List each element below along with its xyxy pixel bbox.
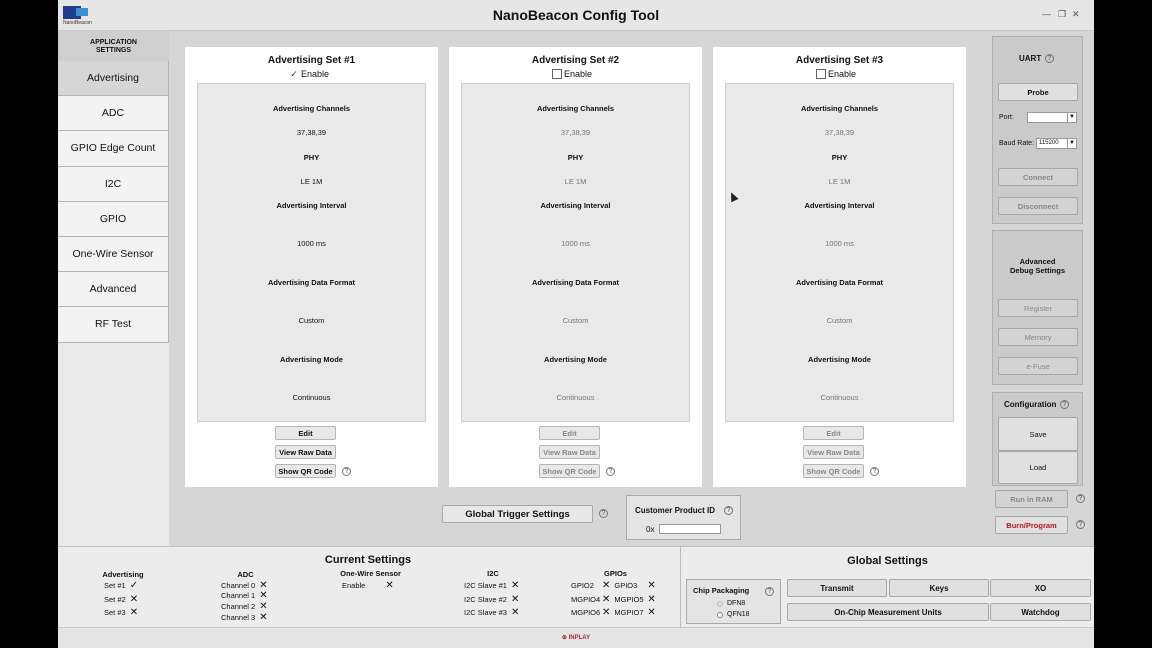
cross-icon: ✕ (647, 607, 656, 618)
help-icon[interactable]: ? (599, 509, 608, 518)
advertising-set-card (713, 47, 966, 487)
summary-label: Channel 1 (221, 591, 256, 600)
save-button[interactable]: Save (998, 417, 1078, 451)
view-raw-data-button[interactable]: View Raw Data (275, 445, 336, 459)
restore-icon[interactable]: ❐ (1058, 9, 1067, 19)
help-icon[interactable]: ? (1045, 54, 1054, 63)
field-value: 1000 ms (297, 239, 326, 248)
summary-label: Set #3 (104, 608, 126, 617)
field-label: Advertising Interval (540, 201, 611, 210)
cross-icon: ✕ (259, 590, 268, 601)
i2c-summary-header: I2C (487, 569, 499, 578)
advertising-set-card (185, 47, 438, 487)
sidebar-header-line2: SETTINGS (95, 47, 131, 54)
edit-button[interactable]: Edit (275, 426, 336, 440)
sidebar-item-gpio[interactable]: GPIO (58, 202, 169, 237)
enable-label: Enable (828, 69, 857, 79)
app-window (58, 0, 1094, 648)
help-icon[interactable]: ? (1076, 494, 1085, 503)
field-label: Advertising Mode (280, 355, 343, 364)
field-value: LE 1M (828, 177, 851, 186)
help-icon[interactable]: ? (765, 587, 774, 596)
connect-button[interactable]: Connect (998, 168, 1078, 186)
cross-icon: ✕ (129, 607, 139, 618)
field-label: Advertising Channels (800, 104, 879, 113)
uart-title: UART (1019, 54, 1042, 63)
bottom-panel (58, 546, 1094, 627)
show-qr-code-button[interactable]: Show QR Code (539, 464, 600, 478)
field-label: Advertising Channels (272, 104, 351, 113)
card-fields (197, 83, 426, 422)
xo-button[interactable]: XO (990, 579, 1091, 597)
sidebar-item-adc[interactable]: ADC (58, 96, 169, 131)
summary-label: GPIO2 (571, 581, 594, 590)
baud-rate-select[interactable] (1036, 138, 1077, 149)
cross-icon: ✕ (510, 594, 520, 605)
field-value: Custom (562, 316, 589, 325)
summary-row (571, 594, 656, 605)
e-fuse-button[interactable]: e-Fuse (998, 357, 1078, 375)
summary-row (221, 590, 268, 601)
checkbox-icon (552, 69, 562, 79)
cross-icon: ✕ (510, 580, 520, 591)
field-label: PHY (567, 153, 584, 162)
summary-row (342, 580, 394, 591)
footer (58, 627, 1094, 648)
advanced-debug-title-line2: Debug Settings (1009, 266, 1065, 275)
field-label: PHY (303, 153, 320, 162)
summary-label: Set #1 (104, 581, 126, 590)
summary-row (571, 580, 656, 591)
summary-row (464, 580, 519, 591)
field-label: Advertising Data Format (531, 278, 620, 287)
customer-product-id-input[interactable] (659, 524, 721, 534)
field-value: 37,38,39 (560, 128, 591, 137)
advertising-panel (169, 31, 982, 546)
probe-button[interactable]: Probe (998, 83, 1078, 101)
edit-button[interactable]: Edit (539, 426, 600, 440)
summary-label: I2C Slave #2 (464, 595, 507, 604)
show-qr-code-button[interactable]: Show QR Code (275, 464, 336, 478)
summary-label: MGPIO7 (614, 608, 644, 617)
footer-brand (58, 634, 1094, 641)
cross-icon: ✕ (647, 594, 656, 605)
advertising-set-card (449, 47, 702, 487)
field-label: Advertising Mode (544, 355, 607, 364)
radio-selected-icon (717, 612, 723, 618)
card-title: Advertising Set #1 (267, 55, 356, 66)
chevron-down-icon: ▼ (1067, 113, 1076, 122)
sidebar-item-advertising[interactable]: Advertising (58, 61, 169, 96)
help-icon[interactable]: ? (342, 467, 351, 476)
enable-label: Enable (301, 69, 330, 79)
view-raw-data-button[interactable]: View Raw Data (539, 445, 600, 459)
right-panel (982, 31, 1094, 546)
sidebar (58, 31, 169, 627)
summary-label: MGPIO6 (571, 608, 601, 617)
cross-icon: ✕ (510, 607, 520, 618)
run-in-ram-button[interactable]: Run in RAM (995, 490, 1068, 508)
card-title: Advertising Set #3 (795, 55, 884, 66)
checkmark-icon: ✓ (290, 69, 298, 79)
enable-checkbox[interactable] (289, 69, 329, 79)
field-value: 37,38,39 (296, 128, 327, 137)
window-title: NanoBeacon Config Tool (492, 7, 660, 23)
uart-group (992, 36, 1083, 224)
load-button[interactable]: Load (998, 451, 1078, 484)
summary-row (221, 601, 268, 612)
summary-row (104, 607, 138, 618)
help-icon[interactable]: ? (606, 467, 615, 476)
summary-label: Set #2 (104, 595, 126, 604)
show-qr-code-button[interactable]: Show QR Code (803, 464, 864, 478)
cross-icon: ✕ (385, 580, 394, 591)
enable-label: Enable (564, 69, 593, 79)
field-label: Advertising Channels (536, 104, 615, 113)
check-icon: ✓ (129, 580, 139, 591)
cross-icon: ✕ (129, 594, 139, 605)
current-settings-title: Current Settings (324, 554, 412, 566)
sidebar-item-one-wire-sensor[interactable]: One-Wire Sensor (58, 237, 169, 272)
register-button[interactable]: Register (998, 299, 1078, 317)
field-value: Continuous (292, 393, 331, 402)
advertising-summary-header: Advertising (102, 570, 144, 579)
cross-icon: ✕ (602, 607, 611, 618)
on-chip-measurement-units-button[interactable]: On-Chip Measurement Units (787, 603, 989, 621)
summary-label: Channel 3 (221, 613, 256, 622)
field-label: Advertising Interval (804, 201, 875, 210)
baud-rate-label: Baud Rate: (999, 140, 1035, 147)
chip-packaging-label: Chip Packaging (693, 586, 750, 595)
field-value: Continuous (556, 393, 595, 402)
field-value: Continuous (820, 393, 859, 402)
summary-label: Channel 0 (221, 581, 256, 590)
title-bar (58, 0, 1094, 31)
summary-row (571, 607, 656, 618)
summary-row (104, 594, 138, 605)
summary-row (464, 594, 519, 605)
field-label: Advertising Data Format (795, 278, 884, 287)
port-label: Port: (999, 114, 1014, 121)
burn-program-button[interactable]: Burn/Program (995, 516, 1068, 534)
summary-label: GPIO3 (614, 581, 638, 590)
advanced-debug-group (992, 230, 1083, 385)
summary-label: MGPIO5 (614, 595, 644, 604)
inplay-logo-icon: ⊕ (561, 635, 569, 641)
card-title: Advertising Set #2 (531, 55, 620, 66)
chevron-down-icon: ▼ (1067, 139, 1076, 148)
close-icon[interactable]: ✕ (1072, 9, 1080, 19)
sidebar-item-i2c[interactable]: I2C (58, 167, 169, 202)
footer-brand-text: INPLAY (568, 635, 591, 641)
advanced-debug-title (993, 257, 1082, 275)
summary-label: Enable (342, 581, 366, 590)
customer-product-id-label: Customer Product ID (635, 506, 716, 515)
adc-summary-header: ADC (237, 570, 254, 579)
help-icon[interactable]: ? (724, 506, 733, 515)
port-select[interactable] (1027, 112, 1077, 123)
summary-label: I2C Slave #3 (464, 608, 507, 617)
global-settings-group (680, 547, 1094, 628)
baud-rate-value: 115200 (1039, 140, 1059, 146)
gpios-summary-header: GPIOs (604, 569, 627, 578)
global-settings-title: Global Settings (847, 555, 928, 567)
cross-icon: ✕ (259, 601, 268, 612)
cross-icon: ✕ (602, 580, 611, 591)
transmit-button[interactable]: Transmit (787, 579, 887, 597)
radio-icon (717, 601, 723, 607)
summary-label: I2C Slave #1 (464, 581, 507, 590)
field-value: Custom (298, 316, 325, 325)
one-wire-summary-header: One-Wire Sensor (340, 569, 401, 578)
logo-text: NanoBeacon (63, 20, 92, 26)
field-value: 37,38,39 (824, 128, 855, 137)
customer-product-id-group (626, 495, 741, 540)
summary-row (104, 580, 138, 591)
field-value: LE 1M (300, 177, 323, 186)
summary-row (464, 607, 519, 618)
chip-packaging-group (686, 579, 781, 624)
cross-icon: ✕ (647, 580, 656, 591)
help-icon[interactable]: ? (870, 467, 879, 476)
help-icon[interactable]: ? (1060, 400, 1069, 409)
sidebar-item-advanced[interactable]: Advanced (58, 272, 169, 307)
help-icon[interactable]: ? (1076, 520, 1085, 529)
field-label: PHY (831, 153, 848, 162)
checkbox-icon (816, 69, 826, 79)
cross-icon: ✕ (602, 594, 611, 605)
configuration-title: Configuration (1004, 400, 1057, 409)
hex-prefix: 0x (646, 525, 655, 534)
radio-dfn8[interactable] (717, 600, 745, 607)
cross-icon: ✕ (259, 612, 268, 623)
sidebar-header-line1: APPLICATION (90, 39, 137, 46)
radio-label: QFN18 (727, 611, 750, 618)
configuration-group (992, 392, 1083, 486)
field-label: Advertising Interval (276, 201, 347, 210)
cross-icon: ✕ (259, 580, 268, 591)
keys-button[interactable]: Keys (889, 579, 989, 597)
field-label: Advertising Mode (808, 355, 871, 364)
watchdog-button[interactable]: Watchdog (990, 603, 1091, 621)
sidebar-item-gpio-edge-count[interactable]: GPIO Edge Count (58, 131, 169, 166)
radio-qfn18[interactable] (717, 611, 750, 618)
summary-label: Channel 2 (221, 602, 256, 611)
sidebar-item-rf-test[interactable]: RF Test (58, 307, 169, 342)
field-value: LE 1M (564, 177, 587, 186)
global-trigger-settings-button[interactable]: Global Trigger Settings (442, 505, 593, 523)
edit-button[interactable]: Edit (803, 426, 864, 440)
view-raw-data-button[interactable]: View Raw Data (803, 445, 864, 459)
advanced-debug-title-line1: Advanced (1019, 257, 1056, 266)
enable-checkbox[interactable] (816, 69, 856, 79)
sidebar-header (58, 31, 169, 61)
minimize-icon[interactable]: — (1042, 9, 1051, 19)
memory-button[interactable]: Memory (998, 328, 1078, 346)
field-value: Custom (826, 316, 853, 325)
summary-row (221, 612, 268, 623)
card-fields (725, 83, 954, 422)
field-value: 1000 ms (561, 239, 590, 248)
field-value: 1000 ms (825, 239, 854, 248)
field-label: Advertising Data Format (267, 278, 356, 287)
summary-label: MGPIO4 (571, 595, 601, 604)
disconnect-button[interactable]: Disconnect (998, 197, 1078, 215)
enable-checkbox[interactable] (552, 69, 592, 79)
radio-label: DFN8 (727, 600, 746, 607)
card-fields (461, 83, 690, 422)
